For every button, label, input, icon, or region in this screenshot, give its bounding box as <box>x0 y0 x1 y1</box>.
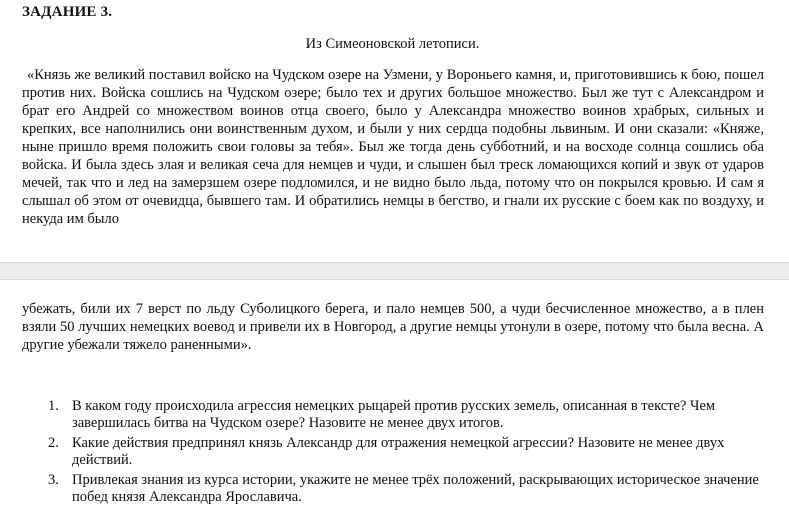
question-list <box>22 398 764 509</box>
question-text: Какие действия предпринял князь Александр для отражения немецкой агрессии? Назовите не менее двух действий. <box>72 435 725 468</box>
question-item <box>22 472 764 506</box>
question-number: 3. <box>48 472 59 488</box>
question-text: В каком году происходила агрессия немецких рыцарей против русских земель, описанная в тексте? Чем завершилась битва на Чудском озере? Назовите не менее двух итогов. <box>72 398 716 431</box>
passage-part-1: «Князь же великий поставил войско на Чудском озере на Узмени, у Вороньего камня, и, приготовившись к бою, пошел против них. Войска сошлись на Чудском озере; было тех и других большое множество. Был же тут с Александром и брат его Андрей со множеством воинов отца своего, было у Александра множество воинов храбрых, сильных и крепких, все наполнились они воинственным духом, и были у них сердца подобны львиным. И они сказали: «Княже, ныне пришло время положить свои головы за тебя». Был же тогда день субботний, и на восходе солнца сошлись оба войска. И была здесь злая и великая сеча для немцев и чуди, и слышен был треск ломающихся копий и звук от ударов мечей, так что и лед на замерзшем озере подломился, и не видно было льда, потому что он покрылся кровью. И сам я слышал об этом от очевидца, бывшего там. И обратились немцы в бегство, и гнали их русские с боем как по воздуху, и некуда им было <box>22 67 764 227</box>
passage-part-2: убежать, били их 7 верст по льду Суболицкого берега, и пало немцев 500, а чуди бесчисленное множество, а в плен взяли 50 лучших немецких воевод и привели их в Новгород, а другие немцы утонули в озере, потому что была весна. А другие убежали тяжело раненными». <box>22 301 764 353</box>
source-title: Из Симеоновской летописи. <box>305 36 480 52</box>
question-item <box>22 398 764 432</box>
question-text: Привлекая знания из курса истории, укажите не менее трёх положений, раскрывающих историческое значение побед князя Александра Ярославича. <box>72 472 759 505</box>
question-item <box>22 435 764 469</box>
question-number: 1. <box>48 398 59 414</box>
page-break <box>0 262 789 280</box>
task-title: ЗАДАНИЕ 3. <box>22 4 113 20</box>
question-number: 2. <box>48 435 59 451</box>
